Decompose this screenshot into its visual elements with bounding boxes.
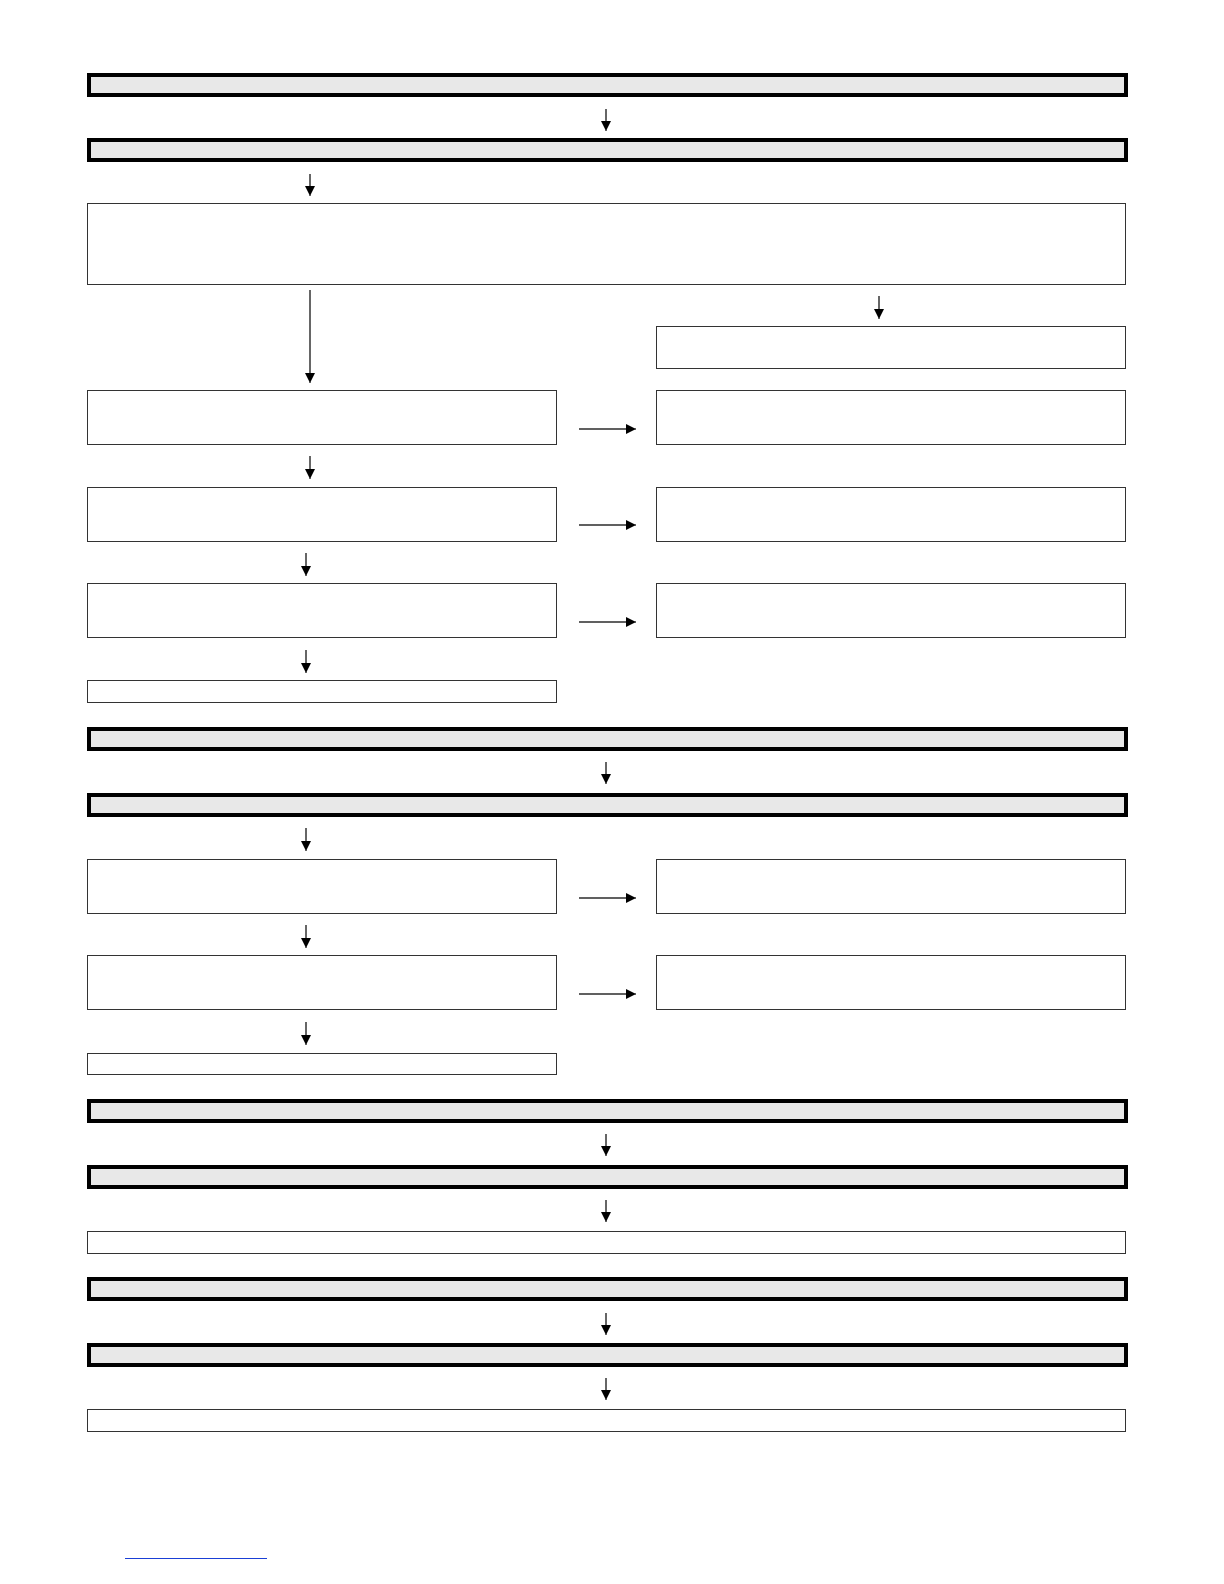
footer-link-underline[interactable] — [125, 1558, 267, 1559]
